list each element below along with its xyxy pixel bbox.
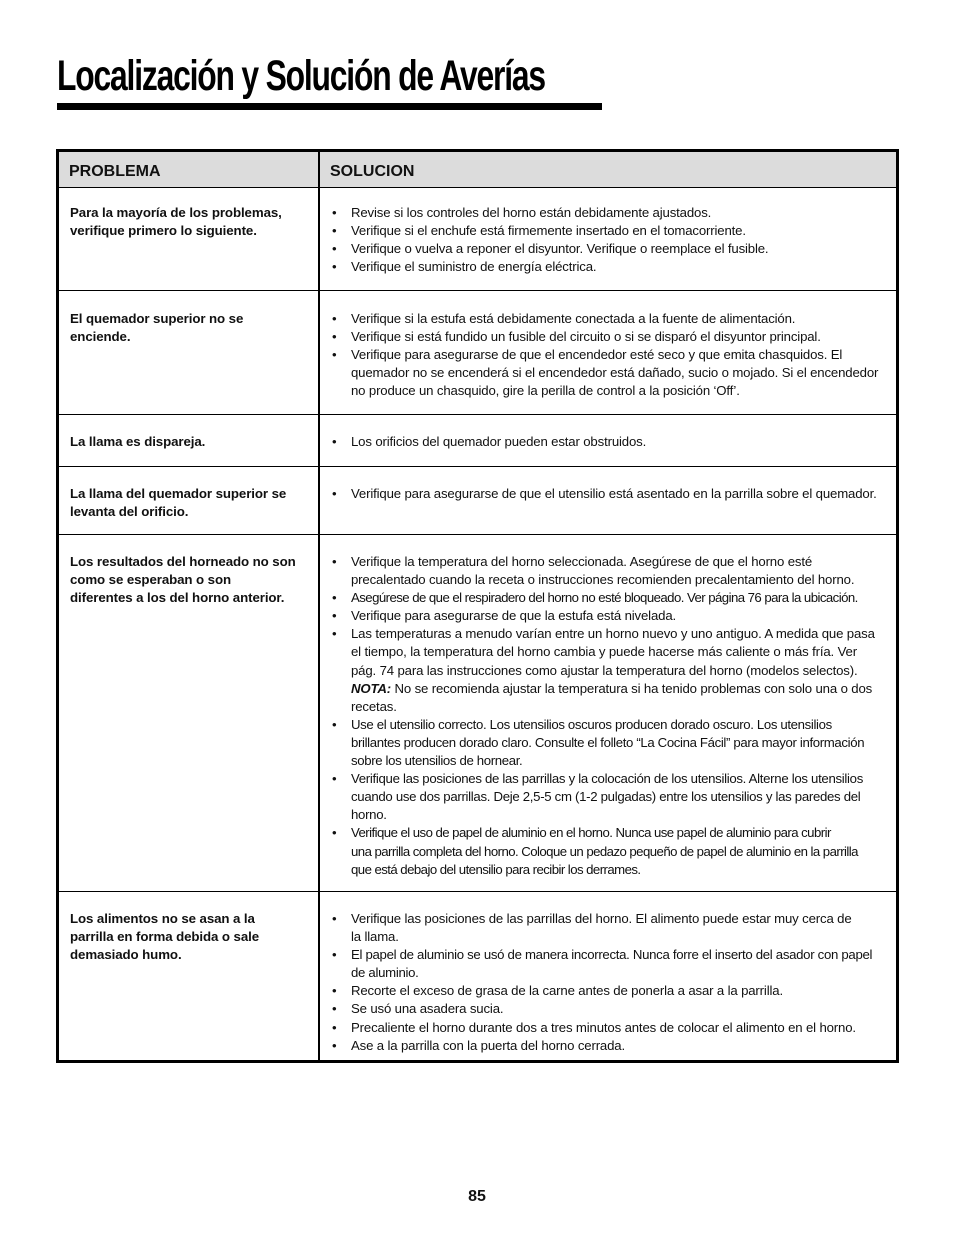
solution-item: • Verifique para asegurarse de que el utensilio está asentado en la parrilla sobre el quemador. [332, 486, 877, 501]
solution-item: • Use el utensilio correcto. Los utensilios oscuros producen dorado oscuro. Los utensilios brillantes producen dorado claro. Consulte el folleto “La Cocina Fácil” para mayor información sobre los utensilios de hornear. [332, 716, 865, 769]
problem-cell: Los alimentos no se asan a la parrilla en forma debida o sale demasiado humo. [70, 911, 260, 962]
solution-list [332, 910, 892, 1055]
solution-item: • El papel de aluminio se usó de manera incorrecta. Nunca forre el inserto del asador con papel de aluminio. [332, 947, 873, 981]
header-solution: SOLUCION [330, 163, 415, 180]
solution-item: • Recorte el exceso de grasa de la carne antes de ponerla a asar a la parrilla. [332, 983, 783, 999]
note-label: NOTA: [351, 680, 392, 696]
solution-list [332, 204, 892, 276]
problem-cell: El quemador superior no se enciende. [70, 311, 244, 344]
page-number: 85 [468, 1188, 486, 1205]
table-header-row [59, 152, 896, 188]
solution-list [332, 310, 892, 400]
solution-item: • Verifique el suministro de energía eléctrica. [332, 259, 597, 275]
solution-item: • Se usó una asadera sucia. [332, 1001, 504, 1017]
solution-item: • Verifique si el enchufe está firmemente insertado en el tomacorriente. [332, 223, 746, 239]
solution-item: • Asegúrese de que el respiradero del horno no esté bloqueado. Ver página 76 para la ubicación. [332, 590, 858, 606]
solution-item: • Precaliente el horno durante dos a tres minutos antes de colocar el alimento en el horno. [332, 1019, 856, 1035]
solution-item: • Verifique el uso de papel de aluminio en el horno. Nunca use papel de aluminio para cubrir una parrilla completa del horno. Coloque un pedazo pequeño de papel de aluminio en la parrilla que está debajo del utensilio para recibir los derrames. [332, 825, 858, 877]
solution-list [332, 485, 892, 503]
table-row [59, 415, 896, 467]
solution-item: • Verifique si está fundido un fusible del circuito o si se disparó el disyuntor principal. [332, 329, 821, 345]
solution-item: • Verifique las posiciones de las parrillas y la colocación de los utensilios. Alterne los utensilios cuando use dos parrillas. Deje 2,5-5 cm (1-2 pulgadas) entre los utensilios y las paredes del horno. [332, 771, 864, 823]
table-row [59, 188, 896, 291]
page-header [57, 50, 602, 102]
header-problem: PROBLEMA [69, 163, 161, 180]
solution-item: • Ase a la parrilla con la puerta del horno cerrada. [332, 1037, 625, 1053]
solution-item: • Verifique para asegurarse de que la estufa está nivelada. [332, 608, 677, 624]
solution-item: • Verifique si la estufa está debidamente conectada a la fuente de alimentación. [332, 311, 796, 326]
problem-cell: Los resultados del horneado no son como se esperaban o son diferentes a los del horno anterior. [70, 554, 296, 605]
solution-item: • Las temperaturas a menudo varían entre un horno nuevo y uno antiguo. A medida que pasa el tiempo, la temperatura del horno cambia y puede hacerse más caliente o más fría. Ver pág. 74 para las instrucciones como ajustar la temperatura del horno (modelos selectos). NOTA: No se recomienda ajustar la temperatura si ha tenido problemas con solo una o dos recetas. [332, 626, 875, 714]
solution-item: • Revise si los controles del horno están debidamente ajustados. [332, 205, 712, 220]
problem-cell: La llama es dispareja. [70, 434, 206, 449]
table-row [59, 467, 896, 535]
page-title: Localización y Solución de Averías [57, 52, 545, 100]
problem-cell: Para la mayoría de los problemas, verifique primero lo siguiente. [70, 205, 282, 238]
problem-cell: La llama del quemador superior se levanta del orificio. [70, 486, 287, 519]
table-row [59, 291, 896, 415]
troubleshooting-table [56, 149, 899, 1063]
table-row [59, 892, 896, 1060]
table-row [59, 535, 896, 892]
solution-item: • Verifique la temperatura del horno seleccionada. Asegúrese de que el horno esté precalentado cuando la receta o instrucciones recomienden precalentamiento del horno. [332, 554, 855, 588]
solution-list [332, 553, 892, 879]
solution-item: • Verifique o vuelva a reponer el disyuntor. Verifique o reemplace el fusible. [332, 241, 769, 257]
solution-list [332, 433, 892, 451]
solution-item: • Verifique para asegurarse de que el encendedor esté seco y que emita chasquidos. El quemador no se encenderá si el encendedor está dañado, sucio o mojado. Si el encendedor no produce un chasquido, gire la perilla de control a la posición ‘Off’. [332, 347, 879, 399]
solution-item: • Verifique las posiciones de las parrillas del horno. El alimento puede estar muy cerca de la llama. [332, 911, 852, 945]
solution-item: • Los orificios del quemador pueden estar obstruidos. [332, 434, 647, 449]
title-underline [57, 103, 602, 110]
note-text: No se recomienda ajustar la temperatura si ha tenido problemas con solo una o dos recetas. [351, 680, 873, 714]
